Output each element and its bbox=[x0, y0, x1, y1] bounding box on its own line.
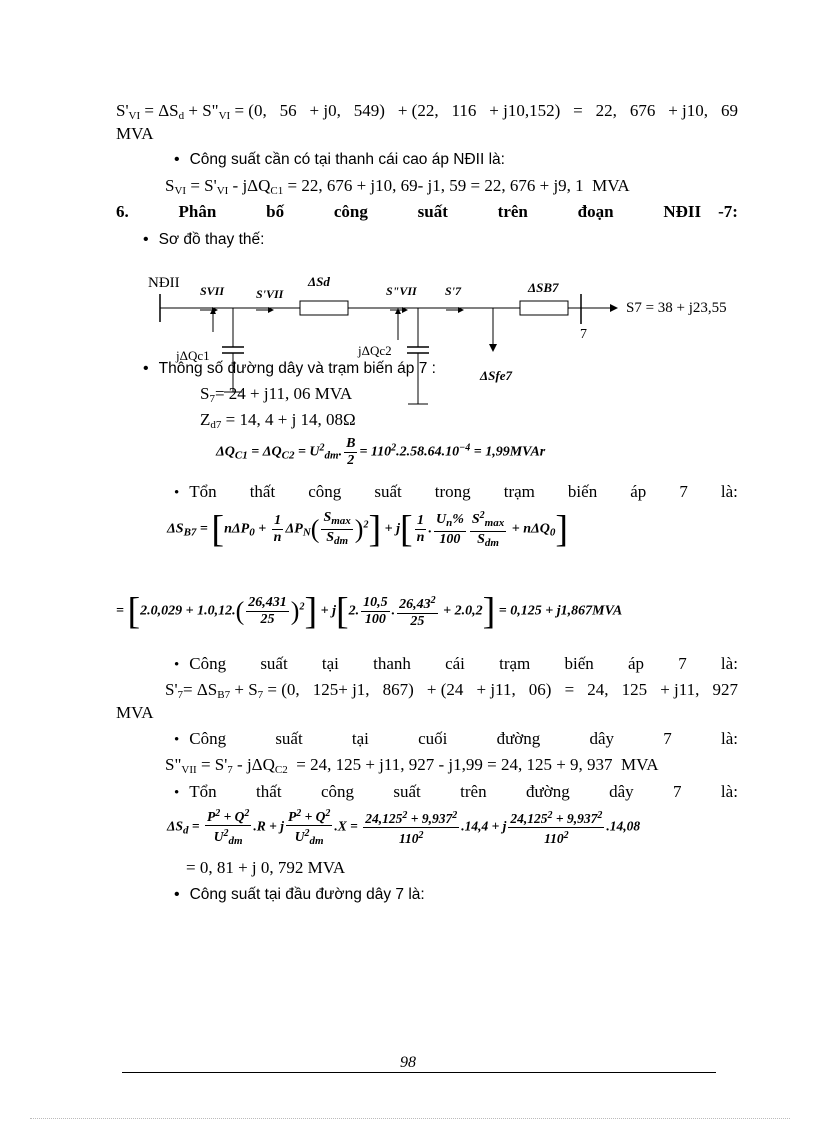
text-line-15: • Công suất tại cuối đường dây 7 là: bbox=[174, 729, 738, 748]
text-line-3: $S_{VI} = S'_{VI} - j\Delta Q_{C1} = 22$, 676 + j10, 69- j1, 59 = 22, 676 + j9, 1 MVA bbox=[165, 176, 630, 197]
page-bottom-border bbox=[30, 1118, 790, 1119]
label-s-vii-dprime: S"VII bbox=[386, 284, 417, 298]
label-bus-7: 7 bbox=[580, 327, 587, 342]
text-line-5: • Sơ đồ thay thế: bbox=[143, 230, 264, 250]
text-line-8: $Z_{d7} = 14$, 4 + j 14, 08Ω bbox=[200, 410, 356, 431]
label-delta-sd: ΔSd bbox=[308, 274, 330, 289]
text-line-7: $S_7= 24 + j11$, 06 MVA bbox=[200, 384, 353, 405]
equation-delta-sb7-values: = [2.0,029 + 1.0,12.( $\frac{26,431}{25}$ )$^2$] + j[2. $\frac{10,5}{100}$ . $\frac{26,43^2}{25}$ + 2.0,2] = 0,125 + j1,867MVA bbox=[116, 590, 623, 633]
text-line-20: • Công suất tại đầu đường dây 7 là: bbox=[174, 885, 425, 905]
footer-divider bbox=[122, 1072, 716, 1073]
text-line-6: • Thông số đường dây và trạm biến áp 7 : bbox=[143, 359, 436, 379]
label-delta-sfe7: ΔSfe7 bbox=[480, 368, 512, 383]
section-heading: 6. Phân bố công suất trên đoạn NĐII -7: bbox=[116, 202, 738, 221]
label-s7-output: S7 = 38 + j23,55 bbox=[626, 300, 727, 316]
label-delta-sb7: ΔSB7 bbox=[528, 280, 559, 295]
label-q-c2: jΔQc2 bbox=[358, 343, 392, 358]
equation-delta-sb7: $\Delta S_{B7} = [n\Delta P_0$ + $\frac{1}{n}$ $\Delta P_N$( $\frac{S_{max}}{S_{dm}}$ )$^2$] + j[ $\frac{1}{n}$ . $\frac{U_n\%}{100}$ $\frac{S^2_{max}}{S_{dm}}$ + nΔQ$_0$] bbox=[167, 508, 569, 551]
text-line-1b: MVA bbox=[116, 124, 154, 143]
text-line-13: • Công suất tại thanh cái trạm biến áp 7 là: bbox=[174, 654, 738, 673]
equation-delta-qc: $\Delta Q_{C1} = \Delta Q_{C2} = U^2_{dm}$. $\frac{B}{2}$ = $110^2.2.58.64.10^{-4}$ = 1,99MVAr bbox=[216, 436, 546, 468]
label-q-c1: jΔQc1 bbox=[176, 348, 210, 363]
text-line-19: = 0, 81 + j 0, 792 MVA bbox=[186, 858, 346, 877]
transformer-impedance bbox=[520, 301, 568, 315]
text-line-14: $S'_7= \Delta S_{B7} + S_7 = (0$, 125+ j1, 867) + (24 + j11, 06) = 24, 125 + j11, 927 bbox=[165, 680, 738, 701]
node-ndii: NĐII bbox=[148, 275, 180, 291]
text-line-17: • Tổn thất công suất trên đường dây 7 là: bbox=[174, 782, 738, 801]
label-s7-prime: S'7 bbox=[445, 284, 462, 298]
page-number: 98 bbox=[400, 1054, 416, 1071]
line-impedance bbox=[300, 301, 348, 315]
text-line-14b: MVA bbox=[116, 703, 154, 722]
text-line-1: $S'_{VI} = \Delta S_d$ + $S"_{VI} = (0$, 56 + j0, 549) + (22, 116 + j10,152) = 22, 676 + j10, 69 bbox=[116, 101, 738, 122]
label-s-vii: SVII bbox=[200, 284, 225, 298]
text-line-2: • Công suất cần có tại thanh cái cao áp NĐII là: bbox=[174, 150, 505, 170]
text-line-16: $S"_{VII} = S'_7 - j\Delta Q_{C2} = 24$, 125 + j11, 927 - j1,99 = 24, 125 + 9, 937 MVA bbox=[165, 755, 659, 776]
text-line-10: • Tổn thất công suất trong trạm biến áp 7 là: bbox=[174, 482, 738, 501]
equation-delta-sd: $\Delta S_d$ = $\frac{P^2 + Q^2}{U^2_{dm}}$ .R + j $\frac{P^2 + Q^2}{U^2_{dm}}$ .X = $\frac{24,125^2 + 9,937^2}{110^2}$ .14,4 + j $\frac{24,125^2 + 9,937^2}{110^2}$ .14,08 bbox=[167, 808, 641, 847]
label-s-vii-prime: S'VII bbox=[256, 287, 284, 301]
